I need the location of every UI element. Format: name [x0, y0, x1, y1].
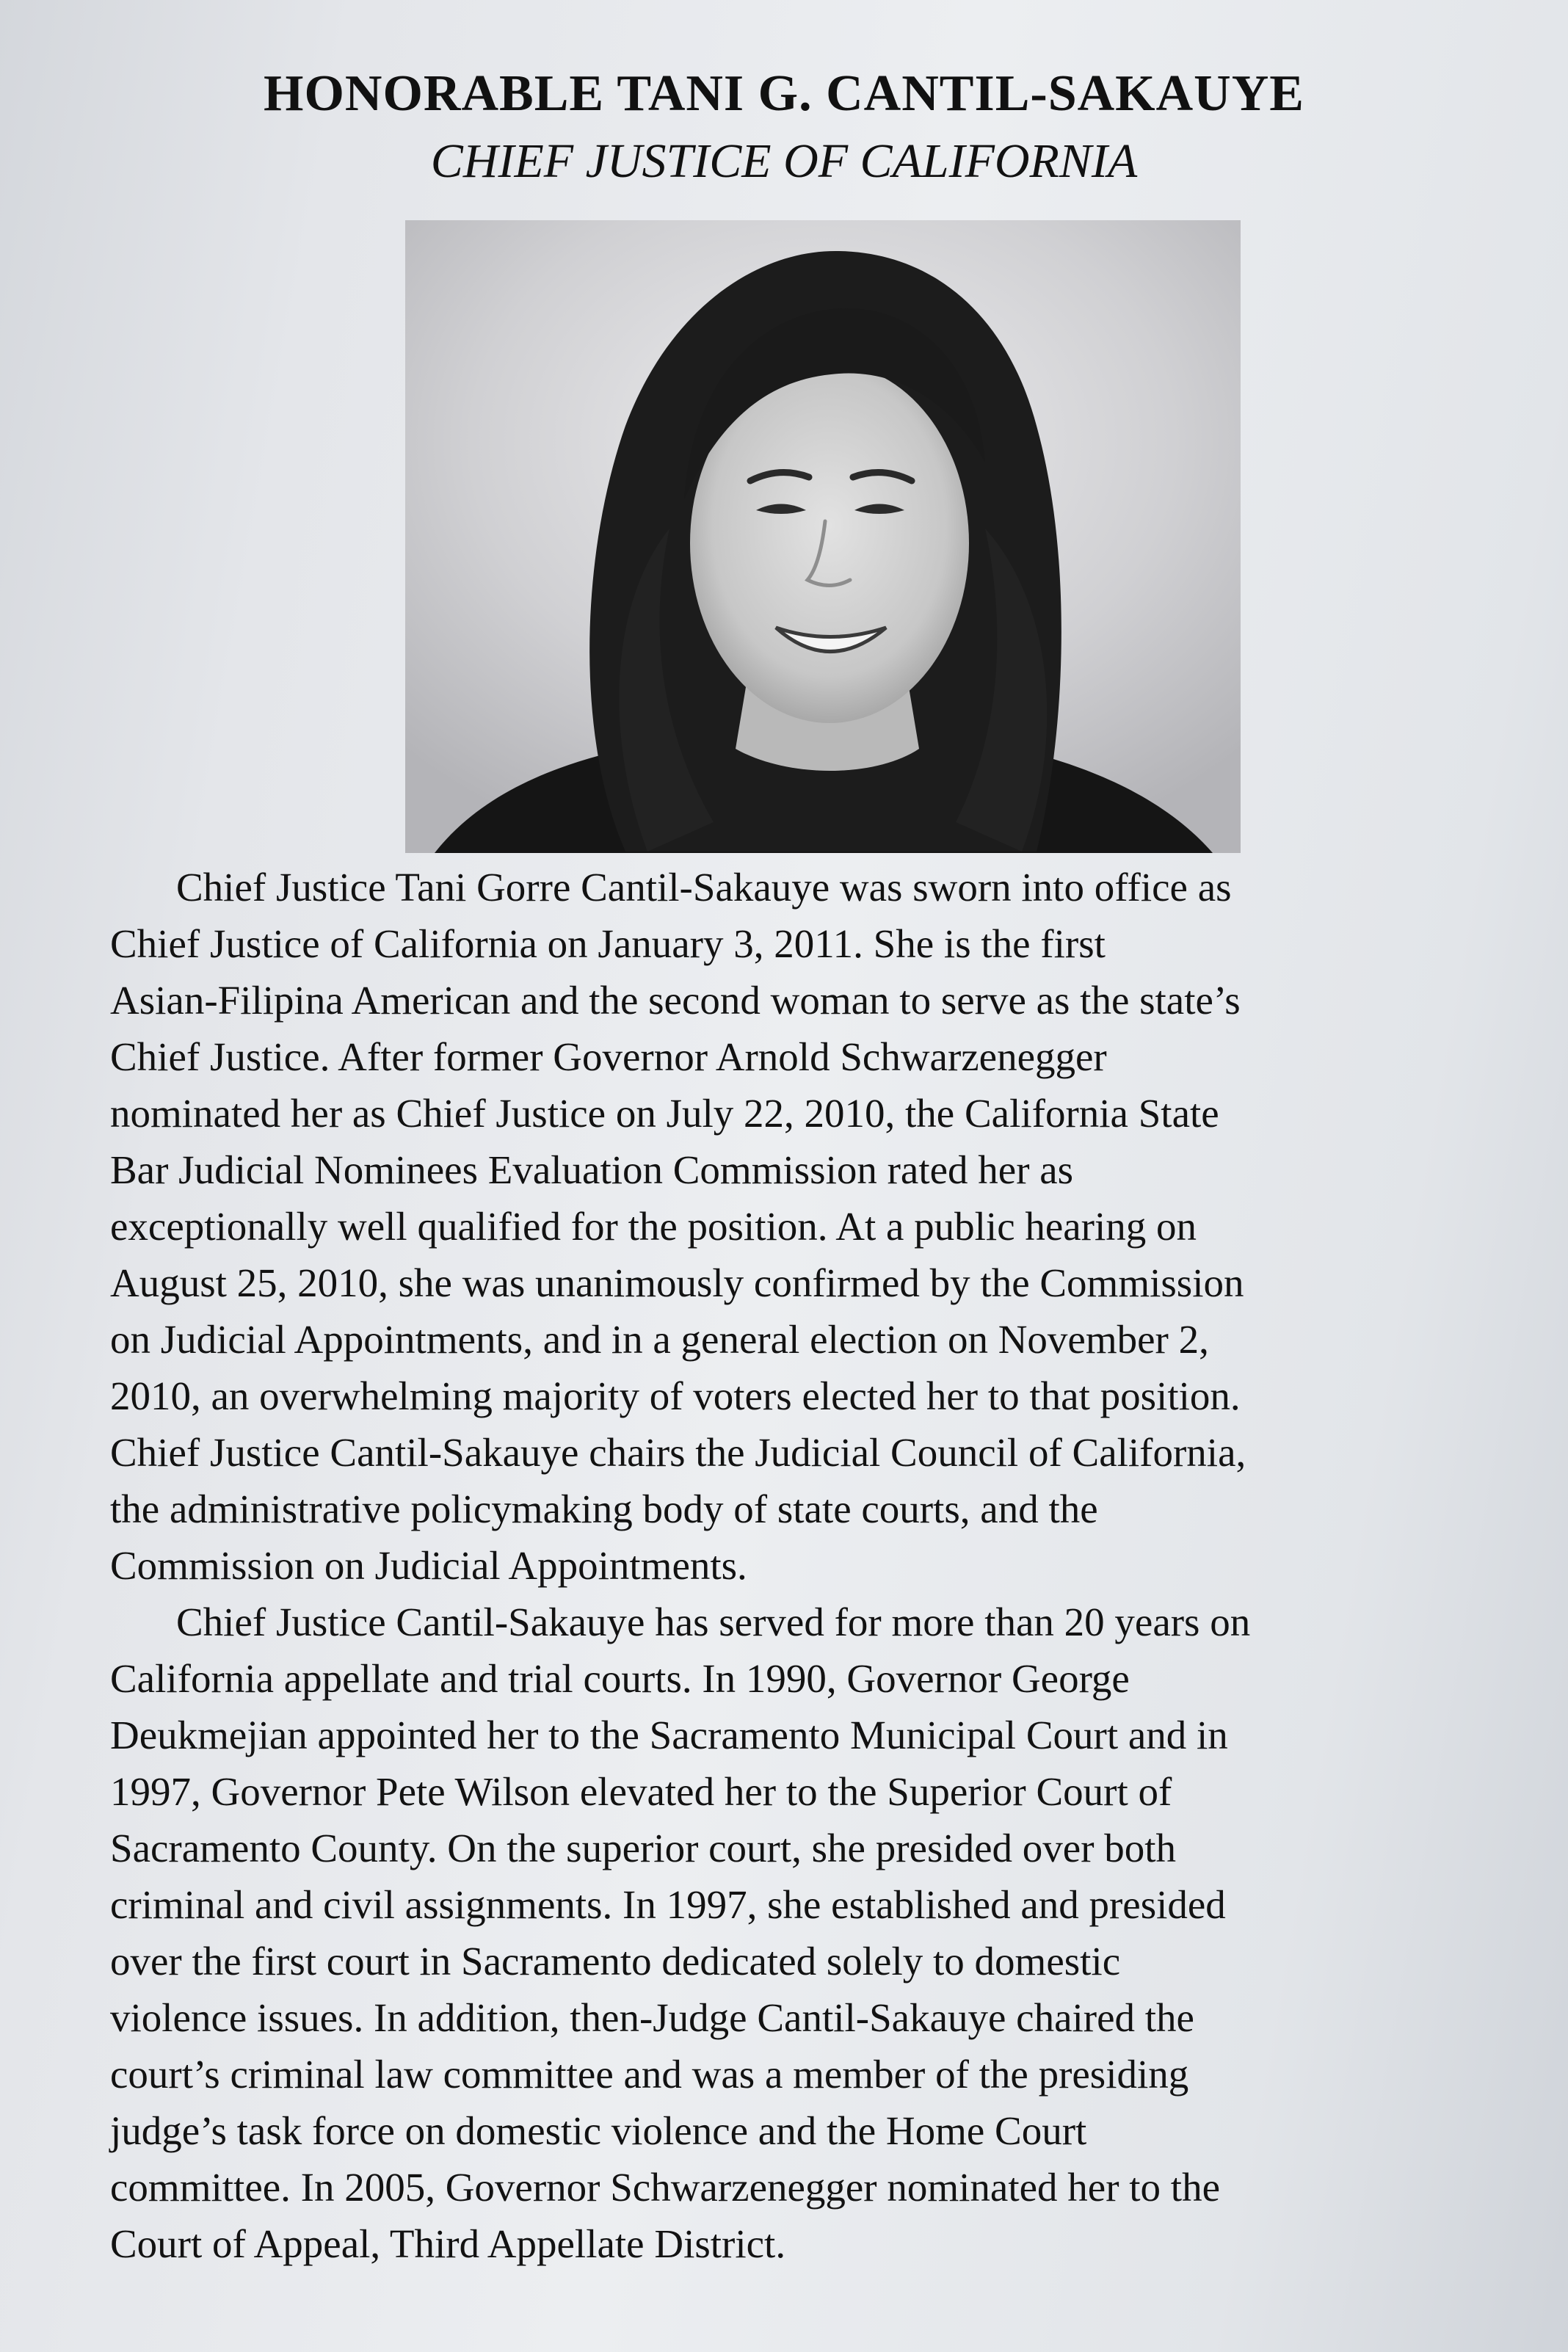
text-line: judge’s task force on domestic violence and the Home Court — [110, 2108, 1087, 2153]
text-line: nominated her as Chief Justice on July 22, 2010, the California State — [110, 1091, 1219, 1136]
text-line: Chief Justice Cantil-Sakauye has served for more than 20 years on — [176, 1600, 1251, 1644]
biography-paragraph-1 — [110, 859, 1483, 1594]
text-line: California appellate and trial courts. In 1990, Governor George — [110, 1656, 1130, 1701]
text-line: August 25, 2010, she was unanimously confirmed by the Commission — [110, 1260, 1244, 1305]
text-line: Chief Justice Cantil-Sakauye chairs the Judicial Council of California, — [110, 1430, 1246, 1475]
portrait-photo — [405, 220, 1241, 853]
text-line: on Judicial Appointments, and in a general election on November 2, — [110, 1317, 1209, 1362]
text-line: Court of Appeal, Third Appellate District. — [110, 2221, 786, 2266]
text-line: criminal and civil assignments. In 1997, she established and presided — [110, 1882, 1226, 1927]
text-line: 1997, Governor Pete Wilson elevated her to the Superior Court of — [110, 1769, 1172, 1814]
portrait-illustration — [405, 220, 1241, 853]
text-line: Bar Judicial Nominees Evaluation Commission rated her as — [110, 1147, 1074, 1192]
text-line: the administrative policymaking body of state courts, and the — [110, 1487, 1098, 1531]
text-line: Commission on Judicial Appointments. — [110, 1543, 747, 1588]
page-title: HONORABLE TANI G. CANTIL-SAKAUYE — [264, 65, 1304, 122]
biography-text — [110, 859, 1483, 2272]
text-line: 2010, an overwhelming majority of voters elected her to that position. — [110, 1373, 1241, 1418]
text-line: violence issues. In addition, then-Judge Cantil-Sakauye chaired the — [110, 1995, 1194, 2040]
text-line: exceptionally well qualified for the position. At a public hearing on — [110, 1204, 1197, 1249]
text-line: Asian-Filipina American and the second woman to serve as the state’s — [110, 978, 1241, 1023]
text-line: committee. In 2005, Governor Schwarzenegger nominated her to the — [110, 2165, 1220, 2210]
biography-paragraph-2 — [110, 1594, 1483, 2272]
page-subtitle: CHIEF JUSTICE OF CALIFORNIA — [430, 134, 1138, 188]
text-line: court’s criminal law committee and was a member of the presiding — [110, 2052, 1189, 2097]
text-line: over the first court in Sacramento dedicated solely to domestic — [110, 1939, 1121, 1983]
text-line: Chief Justice of California on January 3, 2011. She is the first — [110, 921, 1106, 966]
text-line: Chief Justice. After former Governor Arnold Schwarzenegger — [110, 1034, 1107, 1079]
text-line: Chief Justice Tani Gorre Cantil-Sakauye was sworn into office as — [176, 865, 1232, 910]
text-line: Sacramento County. On the superior court, she presided over both — [110, 1826, 1177, 1870]
text-line: Deukmejian appointed her to the Sacramento Municipal Court and in — [110, 1713, 1228, 1757]
